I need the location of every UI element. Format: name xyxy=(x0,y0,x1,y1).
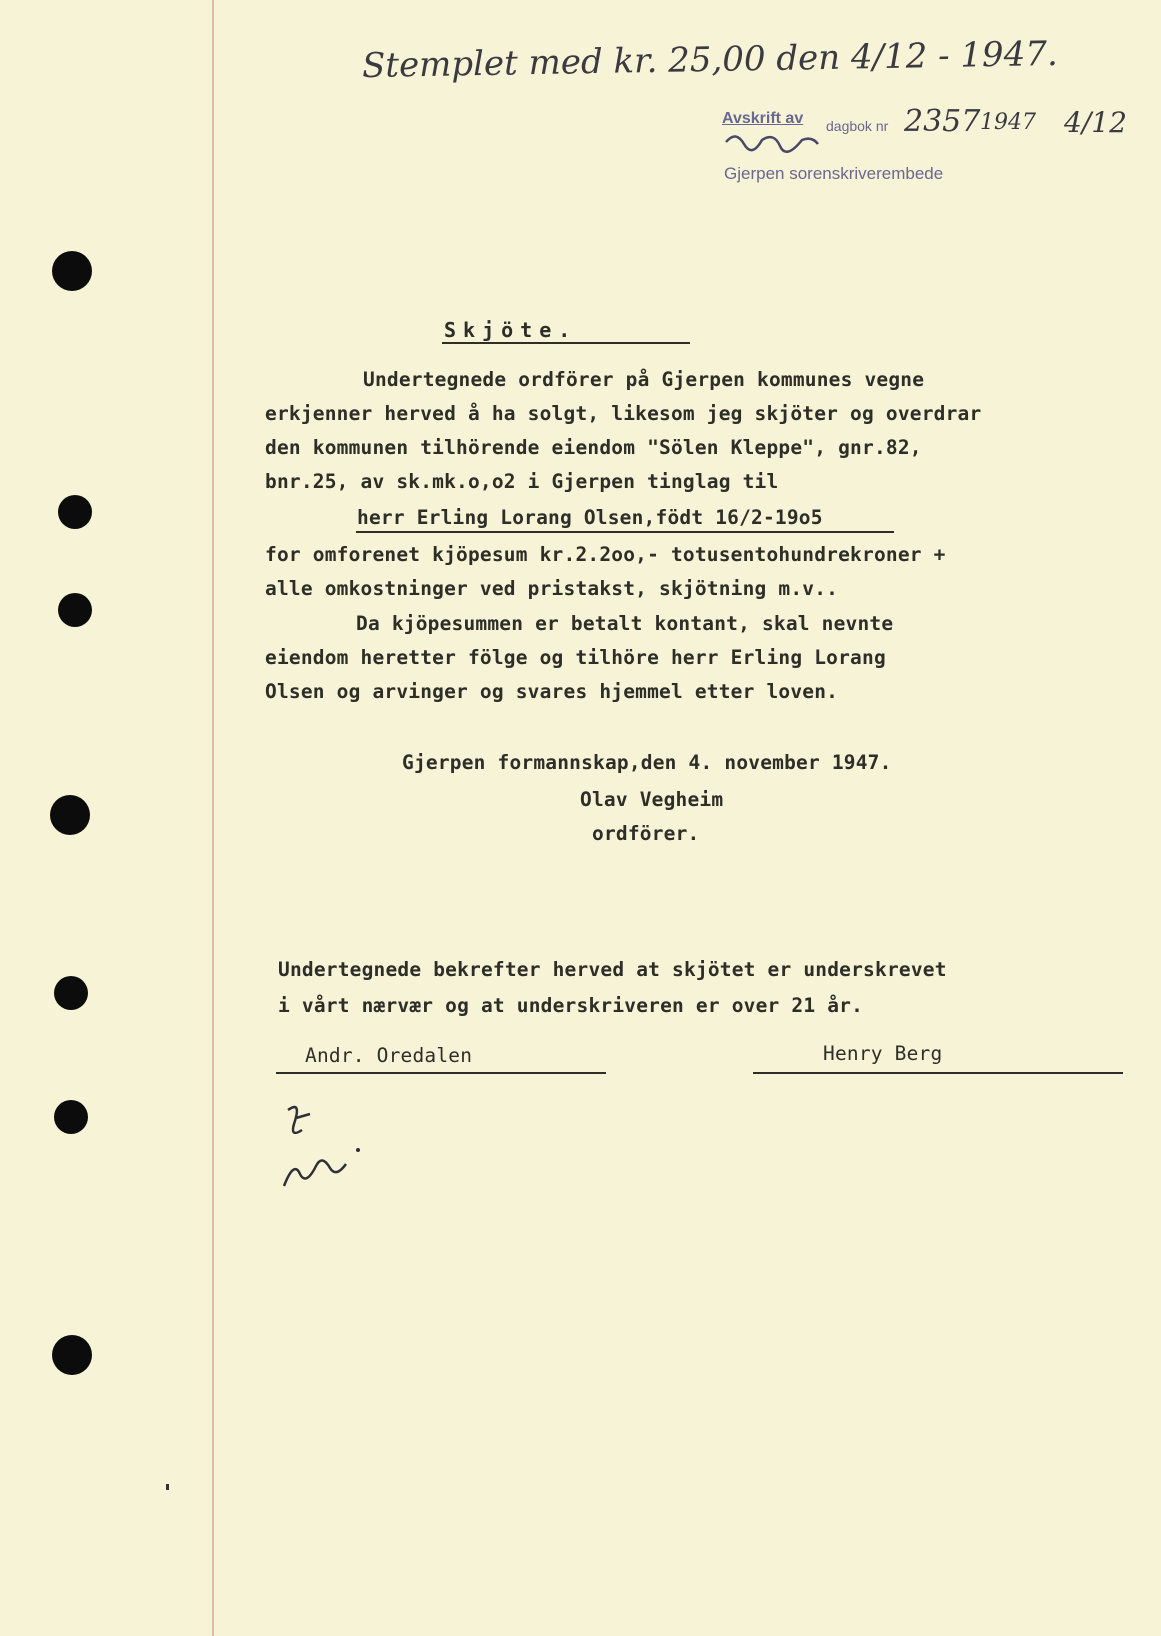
punch-hole-icon xyxy=(54,1100,88,1134)
witness-2-name: Henry Berg xyxy=(823,1042,943,1065)
body-line: erkjenner herved å ha solgt, likesom jeg skjöter og overdrar xyxy=(265,402,982,425)
punch-hole-icon xyxy=(50,795,90,835)
title-underline xyxy=(442,342,690,344)
buyer-line: herr Erling Lorang Olsen,födt 16/2-19o5 xyxy=(357,506,823,529)
handwritten-initials-icon xyxy=(276,1094,366,1204)
place-date: Gjerpen formannskap,den 4. november 1947. xyxy=(402,751,892,774)
body-line: alle omkostninger ved pristakst, skjötning m.v.. xyxy=(265,577,839,600)
witness-1-signature-line xyxy=(276,1072,606,1074)
stamp-date: 4/12 xyxy=(1064,106,1127,139)
body-line: Da kjöpesummen er betalt kontant, skal nevnte xyxy=(356,612,894,635)
stamp-office: Gjerpen sorenskriverembede xyxy=(724,164,944,183)
margin-rule xyxy=(212,0,214,1636)
stamp-number: 2357 xyxy=(904,104,981,139)
buyer-underline xyxy=(356,531,894,533)
document-title: Skjöte. xyxy=(444,318,578,342)
witness-1-name: Andr. Oredalen xyxy=(305,1044,473,1067)
speck xyxy=(166,1484,169,1490)
witness-line: Undertegnede bekrefter herved at skjötet er underskrevet xyxy=(278,958,947,981)
witness-line: i vårt nærvær og at underskriveren er over 21 år. xyxy=(278,994,864,1017)
stamp-year: 1947 xyxy=(980,110,1036,135)
body-line: for omforenet kjöpesum kr.2.2oo,- totusentohundrekroner + xyxy=(265,543,946,566)
punch-hole-icon xyxy=(58,593,92,627)
stamp-label: Avskrift av xyxy=(722,110,804,127)
body-line: eiendom heretter fölge og tilhöre herr Erling Lorang xyxy=(265,646,886,669)
stamp-dagbok: dagbok nr xyxy=(826,118,889,134)
body-line: Undertegnede ordförer på Gjerpen kommunes vegne xyxy=(363,368,925,391)
punch-hole-icon xyxy=(54,976,88,1010)
body-line: bnr.25, av sk.mk.o,o2 i Gjerpen tinglag til xyxy=(265,470,779,493)
signer-title: ordförer. xyxy=(592,822,700,845)
punch-hole-icon xyxy=(52,251,92,291)
body-line: den kommunen tilhörende eiendom "Sölen Kleppe", gnr.82, xyxy=(265,436,922,459)
body-line: Olsen og arvinger og svares hjemmel etter loven. xyxy=(265,680,839,703)
signer-name: Olav Vegheim xyxy=(580,788,724,811)
punch-hole-icon xyxy=(52,1335,92,1375)
stamp-signature-icon xyxy=(722,128,822,154)
witness-2-signature-line xyxy=(753,1072,1123,1074)
handwritten-note: Stemplet med kr. 25,00 den 4/12 - 1947. xyxy=(361,33,1059,87)
punch-hole-icon xyxy=(58,495,92,529)
